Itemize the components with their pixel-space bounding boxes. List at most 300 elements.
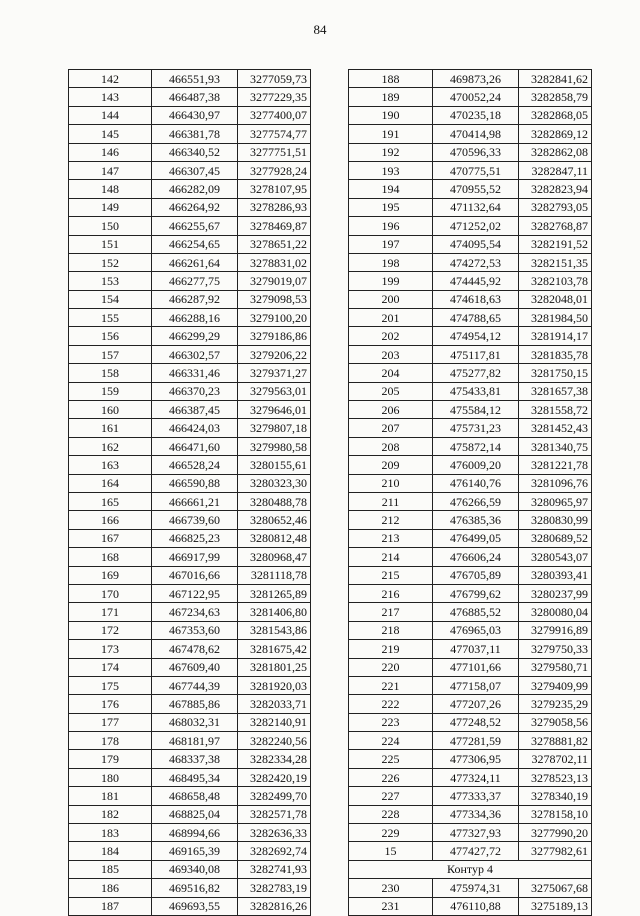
x-coordinate: 475277,82 bbox=[433, 364, 519, 382]
table-row bbox=[349, 842, 592, 860]
point-number: 173 bbox=[69, 640, 152, 658]
table-row bbox=[69, 897, 311, 915]
point-number: 148 bbox=[69, 180, 152, 198]
point-number: 218 bbox=[349, 621, 433, 639]
point-number: 198 bbox=[349, 253, 433, 271]
x-coordinate: 468994,66 bbox=[152, 824, 238, 842]
table-row bbox=[69, 695, 311, 713]
table-row bbox=[349, 713, 592, 731]
point-number: 227 bbox=[349, 787, 433, 805]
point-number: 196 bbox=[349, 217, 433, 235]
table-row bbox=[69, 401, 311, 419]
y-coordinate: 3278831,02 bbox=[238, 253, 311, 271]
x-coordinate: 470955,52 bbox=[433, 180, 519, 198]
point-number: 209 bbox=[349, 456, 433, 474]
y-coordinate: 3278651,22 bbox=[238, 235, 311, 253]
x-coordinate: 476110,88 bbox=[433, 897, 519, 915]
y-coordinate: 3280652,46 bbox=[238, 511, 311, 529]
y-coordinate: 3279098,53 bbox=[238, 290, 311, 308]
point-number: 171 bbox=[69, 603, 152, 621]
y-coordinate: 3282103,78 bbox=[519, 272, 592, 290]
x-coordinate: 476140,76 bbox=[433, 474, 519, 492]
y-coordinate: 3280155,61 bbox=[238, 456, 311, 474]
y-coordinate: 3279580,71 bbox=[519, 658, 592, 676]
x-coordinate: 476009,20 bbox=[433, 456, 519, 474]
point-number: 187 bbox=[69, 897, 152, 915]
x-coordinate: 476799,62 bbox=[433, 584, 519, 602]
table-row bbox=[349, 805, 592, 823]
table-row bbox=[349, 401, 592, 419]
table-row bbox=[349, 511, 592, 529]
point-number: 161 bbox=[69, 419, 152, 437]
y-coordinate: 3281558,72 bbox=[519, 401, 592, 419]
y-coordinate: 3277982,61 bbox=[519, 842, 592, 860]
point-number: 166 bbox=[69, 511, 152, 529]
point-number: 191 bbox=[349, 125, 433, 143]
x-coordinate: 477037,11 bbox=[433, 640, 519, 658]
table-row bbox=[69, 143, 311, 161]
table-row bbox=[69, 787, 311, 805]
table-row bbox=[69, 603, 311, 621]
table-row bbox=[69, 198, 311, 216]
x-coordinate: 476606,24 bbox=[433, 548, 519, 566]
y-coordinate: 3279409,99 bbox=[519, 676, 592, 694]
x-coordinate: 477101,66 bbox=[433, 658, 519, 676]
table-row bbox=[69, 842, 311, 860]
table-row bbox=[69, 768, 311, 786]
y-coordinate: 3278523,13 bbox=[519, 768, 592, 786]
x-coordinate: 467885,86 bbox=[152, 695, 238, 713]
y-coordinate: 3282783,19 bbox=[238, 879, 311, 897]
x-coordinate: 477248,52 bbox=[433, 713, 519, 731]
page-number: 84 bbox=[313, 22, 327, 37]
table-row bbox=[349, 768, 592, 786]
x-coordinate: 476885,52 bbox=[433, 603, 519, 621]
x-coordinate: 467744,39 bbox=[152, 676, 238, 694]
point-number: 147 bbox=[69, 161, 152, 179]
y-coordinate: 3278107,95 bbox=[238, 180, 311, 198]
y-coordinate: 3280393,41 bbox=[519, 566, 592, 584]
point-number: 150 bbox=[69, 217, 152, 235]
table-row bbox=[69, 217, 311, 235]
y-coordinate: 3277574,77 bbox=[238, 125, 311, 143]
y-coordinate: 3282240,56 bbox=[238, 732, 311, 750]
x-coordinate: 477281,59 bbox=[433, 732, 519, 750]
x-coordinate: 466387,45 bbox=[152, 401, 238, 419]
table-row bbox=[349, 658, 592, 676]
y-coordinate: 3279206,22 bbox=[238, 345, 311, 363]
table-row bbox=[69, 750, 311, 768]
x-coordinate: 469873,26 bbox=[433, 70, 519, 88]
table-row bbox=[69, 125, 311, 143]
y-coordinate: 3282869,12 bbox=[519, 125, 592, 143]
table-row bbox=[69, 161, 311, 179]
y-coordinate: 3282420,19 bbox=[238, 768, 311, 786]
y-coordinate: 3281452,43 bbox=[519, 419, 592, 437]
y-coordinate: 3282692,74 bbox=[238, 842, 311, 860]
table-row bbox=[69, 474, 311, 492]
x-coordinate: 477334,36 bbox=[433, 805, 519, 823]
table-row bbox=[69, 548, 311, 566]
x-coordinate: 466661,21 bbox=[152, 492, 238, 510]
table-row bbox=[69, 70, 311, 88]
x-coordinate: 466825,23 bbox=[152, 529, 238, 547]
x-coordinate: 470414,98 bbox=[433, 125, 519, 143]
y-coordinate: 3279646,01 bbox=[238, 401, 311, 419]
x-coordinate: 474954,12 bbox=[433, 327, 519, 345]
point-number: 163 bbox=[69, 456, 152, 474]
x-coordinate: 466254,65 bbox=[152, 235, 238, 253]
point-number: 213 bbox=[349, 529, 433, 547]
point-number: 206 bbox=[349, 401, 433, 419]
x-coordinate: 466282,09 bbox=[152, 180, 238, 198]
point-number: 159 bbox=[69, 382, 152, 400]
y-coordinate: 3282048,01 bbox=[519, 290, 592, 308]
section-row bbox=[349, 860, 592, 878]
y-coordinate: 3279058,56 bbox=[519, 713, 592, 731]
point-number: 164 bbox=[69, 474, 152, 492]
point-number: 194 bbox=[349, 180, 433, 198]
x-coordinate: 466917,99 bbox=[152, 548, 238, 566]
y-coordinate: 3282140,91 bbox=[238, 713, 311, 731]
table-row bbox=[69, 640, 311, 658]
y-coordinate: 3281914,17 bbox=[519, 327, 592, 345]
y-coordinate: 3282858,79 bbox=[519, 88, 592, 106]
table-row bbox=[69, 732, 311, 750]
x-coordinate: 477158,07 bbox=[433, 676, 519, 694]
point-number: 199 bbox=[349, 272, 433, 290]
point-number: 172 bbox=[69, 621, 152, 639]
table-row bbox=[349, 548, 592, 566]
x-coordinate: 475872,14 bbox=[433, 437, 519, 455]
table-row bbox=[69, 235, 311, 253]
x-coordinate: 477207,26 bbox=[433, 695, 519, 713]
table-row bbox=[349, 824, 592, 842]
x-coordinate: 469340,08 bbox=[152, 860, 238, 878]
x-coordinate: 477306,95 bbox=[433, 750, 519, 768]
table-row bbox=[69, 364, 311, 382]
y-coordinate: 3281543,86 bbox=[238, 621, 311, 639]
table-row bbox=[69, 253, 311, 271]
table-row bbox=[69, 529, 311, 547]
x-coordinate: 468495,34 bbox=[152, 768, 238, 786]
table-row bbox=[69, 511, 311, 529]
table-row bbox=[349, 161, 592, 179]
y-coordinate: 3279186,86 bbox=[238, 327, 311, 345]
y-coordinate: 3280488,78 bbox=[238, 492, 311, 510]
x-coordinate: 476965,03 bbox=[433, 621, 519, 639]
point-number: 189 bbox=[349, 88, 433, 106]
y-coordinate: 3279100,20 bbox=[238, 309, 311, 327]
y-coordinate: 3282151,35 bbox=[519, 253, 592, 271]
point-number: 153 bbox=[69, 272, 152, 290]
y-coordinate: 3280080,04 bbox=[519, 603, 592, 621]
y-coordinate: 3278158,10 bbox=[519, 805, 592, 823]
point-number: 170 bbox=[69, 584, 152, 602]
y-coordinate: 3278881,82 bbox=[519, 732, 592, 750]
point-number: 203 bbox=[349, 345, 433, 363]
point-number: 174 bbox=[69, 658, 152, 676]
table-row bbox=[349, 732, 592, 750]
y-coordinate: 3275189,13 bbox=[519, 897, 592, 915]
table-row bbox=[349, 529, 592, 547]
x-coordinate: 468032,31 bbox=[152, 713, 238, 731]
y-coordinate: 3281835,78 bbox=[519, 345, 592, 363]
point-number: 200 bbox=[349, 290, 433, 308]
table-row bbox=[349, 695, 592, 713]
y-coordinate: 3281750,15 bbox=[519, 364, 592, 382]
table-row bbox=[69, 676, 311, 694]
y-coordinate: 3280323,30 bbox=[238, 474, 311, 492]
x-coordinate: 474445,92 bbox=[433, 272, 519, 290]
x-coordinate: 467122,95 bbox=[152, 584, 238, 602]
y-coordinate: 3277751,51 bbox=[238, 143, 311, 161]
point-number: 207 bbox=[349, 419, 433, 437]
point-number: 183 bbox=[69, 824, 152, 842]
table-row bbox=[69, 584, 311, 602]
table-row bbox=[349, 474, 592, 492]
point-number: 149 bbox=[69, 198, 152, 216]
y-coordinate: 3280543,07 bbox=[519, 548, 592, 566]
y-coordinate: 3282033,71 bbox=[238, 695, 311, 713]
y-coordinate: 3282816,26 bbox=[238, 897, 311, 915]
table-row bbox=[349, 125, 592, 143]
x-coordinate: 468337,38 bbox=[152, 750, 238, 768]
table-row bbox=[349, 143, 592, 161]
table-row bbox=[349, 787, 592, 805]
x-coordinate: 474618,63 bbox=[433, 290, 519, 308]
point-number: 157 bbox=[69, 345, 152, 363]
x-coordinate: 468181,97 bbox=[152, 732, 238, 750]
table-row bbox=[69, 658, 311, 676]
x-coordinate: 477333,37 bbox=[433, 787, 519, 805]
x-coordinate: 466299,29 bbox=[152, 327, 238, 345]
x-coordinate: 466277,75 bbox=[152, 272, 238, 290]
point-number: 230 bbox=[349, 879, 433, 897]
point-number: 152 bbox=[69, 253, 152, 271]
point-number: 184 bbox=[69, 842, 152, 860]
y-coordinate: 3278702,11 bbox=[519, 750, 592, 768]
y-coordinate: 3279750,33 bbox=[519, 640, 592, 658]
point-number: 221 bbox=[349, 676, 433, 694]
x-coordinate: 476266,59 bbox=[433, 492, 519, 510]
point-number: 223 bbox=[349, 713, 433, 731]
x-coordinate: 466261,64 bbox=[152, 253, 238, 271]
x-coordinate: 469165,39 bbox=[152, 842, 238, 860]
y-coordinate: 3282793,05 bbox=[519, 198, 592, 216]
point-number: 165 bbox=[69, 492, 152, 510]
point-number: 181 bbox=[69, 787, 152, 805]
coordinates-table-right bbox=[348, 69, 592, 916]
x-coordinate: 466739,60 bbox=[152, 511, 238, 529]
point-number: 220 bbox=[349, 658, 433, 676]
x-coordinate: 467478,62 bbox=[152, 640, 238, 658]
y-coordinate: 3281801,25 bbox=[238, 658, 311, 676]
point-number: 228 bbox=[349, 805, 433, 823]
point-number: 145 bbox=[69, 125, 152, 143]
x-coordinate: 466287,92 bbox=[152, 290, 238, 308]
y-coordinate: 3275067,68 bbox=[519, 879, 592, 897]
x-coordinate: 466381,78 bbox=[152, 125, 238, 143]
table-row bbox=[69, 290, 311, 308]
x-coordinate: 474095,54 bbox=[433, 235, 519, 253]
x-coordinate: 476499,05 bbox=[433, 529, 519, 547]
y-coordinate: 3281657,38 bbox=[519, 382, 592, 400]
x-coordinate: 471252,02 bbox=[433, 217, 519, 235]
x-coordinate: 475584,12 bbox=[433, 401, 519, 419]
point-number: 190 bbox=[349, 106, 433, 124]
y-coordinate: 3278469,87 bbox=[238, 217, 311, 235]
point-number: 182 bbox=[69, 805, 152, 823]
point-number: 186 bbox=[69, 879, 152, 897]
x-coordinate: 474788,65 bbox=[433, 309, 519, 327]
point-number: 212 bbox=[349, 511, 433, 529]
y-coordinate: 3280830,99 bbox=[519, 511, 592, 529]
point-number: 154 bbox=[69, 290, 152, 308]
y-coordinate: 3282741,93 bbox=[238, 860, 311, 878]
point-number: 214 bbox=[349, 548, 433, 566]
point-number: 201 bbox=[349, 309, 433, 327]
table-row bbox=[69, 879, 311, 897]
x-coordinate: 477327,93 bbox=[433, 824, 519, 842]
table-row bbox=[349, 676, 592, 694]
table-row bbox=[69, 824, 311, 842]
x-coordinate: 467016,66 bbox=[152, 566, 238, 584]
point-number: 15 bbox=[349, 842, 433, 860]
point-number: 185 bbox=[69, 860, 152, 878]
y-coordinate: 3280965,97 bbox=[519, 492, 592, 510]
y-coordinate: 3280812,48 bbox=[238, 529, 311, 547]
y-coordinate: 3282847,11 bbox=[519, 161, 592, 179]
y-coordinate: 3282823,94 bbox=[519, 180, 592, 198]
point-number: 229 bbox=[349, 824, 433, 842]
y-coordinate: 3277229,35 bbox=[238, 88, 311, 106]
table-row bbox=[69, 566, 311, 584]
table-row bbox=[349, 603, 592, 621]
point-number: 192 bbox=[349, 143, 433, 161]
table-row bbox=[349, 382, 592, 400]
x-coordinate: 476705,89 bbox=[433, 566, 519, 584]
y-coordinate: 3281221,78 bbox=[519, 456, 592, 474]
table-row bbox=[349, 106, 592, 124]
point-number: 144 bbox=[69, 106, 152, 124]
point-number: 188 bbox=[349, 70, 433, 88]
table-row bbox=[349, 640, 592, 658]
x-coordinate: 475117,81 bbox=[433, 345, 519, 363]
x-coordinate: 470596,33 bbox=[433, 143, 519, 161]
table-row bbox=[349, 492, 592, 510]
point-number: 219 bbox=[349, 640, 433, 658]
point-number: 146 bbox=[69, 143, 152, 161]
y-coordinate: 3282499,70 bbox=[238, 787, 311, 805]
y-coordinate: 3282636,33 bbox=[238, 824, 311, 842]
x-coordinate: 470775,51 bbox=[433, 161, 519, 179]
y-coordinate: 3282571,78 bbox=[238, 805, 311, 823]
y-coordinate: 3281096,76 bbox=[519, 474, 592, 492]
y-coordinate: 3279916,89 bbox=[519, 621, 592, 639]
point-number: 224 bbox=[349, 732, 433, 750]
y-coordinate: 3281675,42 bbox=[238, 640, 311, 658]
y-coordinate: 3279019,07 bbox=[238, 272, 311, 290]
table-row bbox=[69, 106, 311, 124]
table-row bbox=[349, 566, 592, 584]
y-coordinate: 3279807,18 bbox=[238, 419, 311, 437]
table-row bbox=[349, 327, 592, 345]
coordinates-table-left bbox=[68, 69, 311, 916]
y-coordinate: 3280689,52 bbox=[519, 529, 592, 547]
y-coordinate: 3282862,08 bbox=[519, 143, 592, 161]
table-row bbox=[349, 621, 592, 639]
point-number: 208 bbox=[349, 437, 433, 455]
table-row bbox=[349, 253, 592, 271]
point-number: 210 bbox=[349, 474, 433, 492]
point-number: 155 bbox=[69, 309, 152, 327]
point-number: 162 bbox=[69, 437, 152, 455]
y-coordinate: 3277400,07 bbox=[238, 106, 311, 124]
x-coordinate: 466487,38 bbox=[152, 88, 238, 106]
table-row bbox=[349, 180, 592, 198]
x-coordinate: 467234,63 bbox=[152, 603, 238, 621]
x-coordinate: 466471,60 bbox=[152, 437, 238, 455]
table-row bbox=[69, 860, 311, 878]
y-coordinate: 3278340,19 bbox=[519, 787, 592, 805]
table-row bbox=[69, 492, 311, 510]
table-row bbox=[69, 437, 311, 455]
point-number: 202 bbox=[349, 327, 433, 345]
table-row bbox=[69, 713, 311, 731]
table-row bbox=[349, 198, 592, 216]
table-row bbox=[69, 272, 311, 290]
table-row bbox=[349, 750, 592, 768]
point-number: 143 bbox=[69, 88, 152, 106]
y-coordinate: 3281340,75 bbox=[519, 437, 592, 455]
table-row bbox=[69, 327, 311, 345]
table-row bbox=[69, 382, 311, 400]
y-coordinate: 3281984,50 bbox=[519, 309, 592, 327]
point-number: 167 bbox=[69, 529, 152, 547]
y-coordinate: 3278286,93 bbox=[238, 198, 311, 216]
y-coordinate: 3282768,87 bbox=[519, 217, 592, 235]
point-number: 175 bbox=[69, 676, 152, 694]
point-number: 179 bbox=[69, 750, 152, 768]
x-coordinate: 466370,23 bbox=[152, 382, 238, 400]
y-coordinate: 3281265,89 bbox=[238, 584, 311, 602]
table-row bbox=[349, 88, 592, 106]
point-number: 205 bbox=[349, 382, 433, 400]
point-number: 151 bbox=[69, 235, 152, 253]
x-coordinate: 466430,97 bbox=[152, 106, 238, 124]
x-coordinate: 467609,40 bbox=[152, 658, 238, 676]
table-row bbox=[69, 456, 311, 474]
table-row bbox=[349, 235, 592, 253]
x-coordinate: 466590,88 bbox=[152, 474, 238, 492]
point-number: 222 bbox=[349, 695, 433, 713]
x-coordinate: 466551,93 bbox=[152, 70, 238, 88]
x-coordinate: 468658,48 bbox=[152, 787, 238, 805]
table-row bbox=[69, 805, 311, 823]
table-row bbox=[69, 180, 311, 198]
x-coordinate: 470235,18 bbox=[433, 106, 519, 124]
point-number: 158 bbox=[69, 364, 152, 382]
x-coordinate: 476385,36 bbox=[433, 511, 519, 529]
y-coordinate: 3277928,24 bbox=[238, 161, 311, 179]
x-coordinate: 474272,53 bbox=[433, 253, 519, 271]
table-row bbox=[69, 88, 311, 106]
x-coordinate: 466331,46 bbox=[152, 364, 238, 382]
x-coordinate: 469516,82 bbox=[152, 879, 238, 897]
x-coordinate: 475731,23 bbox=[433, 419, 519, 437]
table-row bbox=[349, 364, 592, 382]
